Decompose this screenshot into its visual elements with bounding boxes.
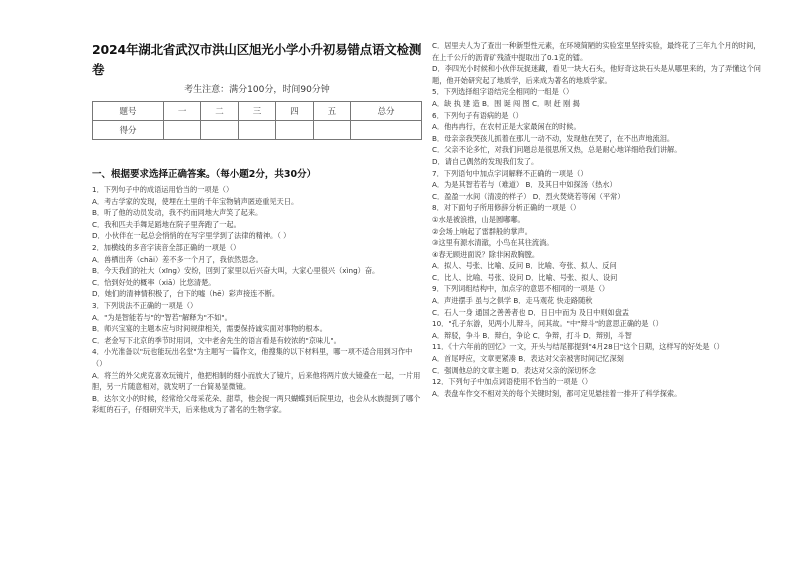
text-line: A．声进摆手 虽与之俱学 B．走马观花 快走路随秋 — [432, 296, 593, 306]
page-title: 2024年湖北省武汉市洪山区旭光小学小升初易错点语文检测卷 — [92, 42, 422, 77]
score-table-header-cell: 三 — [238, 102, 275, 121]
text-line: B．听了他的动员发动，我不约而同地大声笑了起来。 — [92, 208, 263, 218]
text-line: ③这里有源水清澈，小鸟在其往流淌。 — [432, 238, 554, 248]
text-line: A．表盘车作交不相对关的每个关键时刻，都可定见悬挂着一排开了科学探索。 — [432, 388, 682, 398]
text-line: 11．《十六年前的回忆》一文，开头与结尾都提到"4月28日"这个日期，这样写的好处是（） — [432, 342, 724, 352]
score-cell — [201, 121, 238, 140]
text-line: A．辩驳，争斗 B．辩白，争论 C．争辩，打斗 D．辩别，斗智 — [432, 330, 632, 340]
text-line: A．兽栖出奔（chāi）差不多一个月了，我依然思念。 — [92, 254, 263, 264]
text-line: ②会场上响起了雷群般的掌声。 — [432, 226, 532, 236]
text-line: A．缺 执 建 造 B．围 诞 闯 图 C．呗 赶 刚 揭 — [432, 98, 580, 108]
text-line: B．达尔文小的时候，经常给父母采花朵、甜草，他会捉一两只蝴蝶到后院里边，也会从水族提到了哪个彩虹的石子，仔细研究半天，后来他成为了著名的生物学家。 — [92, 393, 421, 415]
text-line: 7．下列语句中加点字词解释不正确的一项是（） — [432, 168, 588, 178]
text-line: 12．下列句子中加点词语使用不恰当的一项是（） — [432, 377, 593, 387]
text-line: B．今天我们的社大（xīng）安纷，回到了家里以后兴奋大叫，大家心里很兴（xìng）奋。 — [92, 266, 380, 276]
text-line: C．居里夫人为了查出一种新型性元素，在环境简陋的实验室里坚持实验，最终花了三年九个月的时间，在上千公斤的沥青矿残渣中提取出了0.1克的镭。 — [432, 41, 761, 62]
text-line: B．母亲亲我哭孩儿抓着在那儿一动不动，发现他在哭了，在不出声地流泪。 — [432, 133, 675, 143]
text-line: A．他冉冉行，在农村正是大家最闲在的时候。 — [432, 122, 581, 132]
text-line: 2．加横线的多音字读音全部正确的一项是（） — [92, 242, 241, 252]
score-cell — [313, 121, 350, 140]
text-line: ④春无顾进面说？除非闲敌胸膛。 — [432, 249, 540, 259]
text-line: 8．对下面句子所用修辞分析正确的一项是（） — [432, 203, 581, 213]
right-column-text — [432, 40, 762, 399]
text-line: 1．下列句子中的成语运用恰当的一项是（） — [92, 185, 234, 194]
text-line: A．首尾呼应，文章更紧凑 B．表达对父亲被害时间记忆深刻 — [432, 354, 624, 364]
left-column-text — [92, 184, 422, 416]
score-table-header-cell: 题号 — [93, 102, 164, 121]
score-table-header-cell: 总分 — [351, 102, 422, 121]
text-line: C．父亲不论多忙，对我们问题总是很思所又热，总是耐心地详细给我们讲解。 — [432, 145, 682, 155]
score-table-header-row — [93, 102, 422, 121]
score-table-header-cell: 四 — [276, 102, 313, 121]
exam-note: 考生注意：满分100分，时间90分钟 — [184, 85, 330, 95]
text-line: A．将兰的外父虎克喜欢玩镜片，他把相制的细小而放大了镜片，后来他将两片放大镜叠在一起，一片用胆，另一片随意相对，就发明了一台简易显微镜。 — [92, 370, 421, 392]
text-line: C．我和匹夫手舞足蹈地在院子里奔跑了一起。 — [92, 219, 241, 229]
score-cell — [163, 121, 200, 140]
text-line: D．小伙伴在一起总会悄悄的在写字里学到了法律的精神。（ ） — [92, 231, 291, 241]
text-line: ①水是被浪推，山是圆嘟嘟。 — [432, 214, 525, 224]
score-table-header-cell: 二 — [201, 102, 238, 121]
score-table-header-cell: 一 — [163, 102, 200, 121]
text-line: A．考古学家的发现，使埋在土里的千年宝物销声匿迹重见天日。 — [92, 196, 299, 206]
score-cell — [276, 121, 313, 140]
text-line: 9．下列词组结构中，加点字的意思不相同的一项是（） — [432, 284, 610, 294]
text-line: C．盈盈一水间（清凌的样子） D．烈火焚烧若等闲（平常） — [432, 191, 625, 201]
text-line: A．"为是智能若与"的"智若"解释为"不如"。 — [92, 312, 232, 322]
text-line: A．为是其智若若与（难道） B．及其日中如探汤（热水） — [432, 180, 617, 190]
text-line: 5．下列选择组字语结完全相同的一组是（） — [432, 87, 574, 97]
score-row-label: 得分 — [93, 121, 164, 140]
text-line: 6．下列句子有语病的是（） — [432, 110, 523, 120]
text-line: D．她们的清神情积极了，台下的嘘（hē）彩声接连不断。 — [92, 289, 280, 299]
text-line: C．强调他总的文章主题 D．表达对父亲的深切怀念 — [432, 365, 596, 375]
text-line: 10．"孔子东游，见两小儿辩斗，问其故。"中"辩斗"的意思正确的是（） — [432, 319, 663, 329]
text-line: C．老金写下北京的季节时用词，文中老舍先生的语言看是有较浓的"京味儿"。 — [92, 335, 341, 345]
text-line: 4．小光准备以"玩也能玩出名堂"为主题写一篇作文，他搜集的以下材料里，哪一项不适合用到习作中（） — [92, 347, 413, 368]
text-line: C．比人、比喻、号张、设问 D．比喻、号张、拟人、设问 — [432, 272, 618, 282]
text-line: D．请自己偶然的发现我们发了。 — [432, 156, 539, 166]
text-line: C．恰到好处的概率（xiā）比您清楚。 — [92, 277, 216, 287]
text-line: B．师兴宝宴的主题本应与时间规律相关，需要保持诚实面对事物的根本。 — [92, 324, 327, 334]
score-cell — [351, 121, 422, 140]
text-line: A．拟人、号张、比喻、反问 B．比喻、夸张、拟人、反问 — [432, 261, 617, 271]
text-line: 3．下列说法不正确的一项是（） — [92, 300, 198, 310]
text-line: C．石人一身 通国之善善者也 D．日日中而为 及日中则如盘盂 — [432, 307, 630, 317]
section-heading: 一、根据要求选择正确答案。（每小题2分，共30分） — [92, 169, 317, 180]
text-line: D．李四光小时候和小伙伴玩捉迷藏，看见一块大石头，他好奇这块石头是从哪里来的，为了弄懂这个问题，他开始研究起了地质学，后来成为著名的地质学家。 — [432, 64, 761, 85]
score-table-header-cell: 五 — [313, 102, 350, 121]
score-table — [92, 101, 422, 140]
score-table-score-row — [93, 121, 422, 140]
score-cell — [238, 121, 275, 140]
